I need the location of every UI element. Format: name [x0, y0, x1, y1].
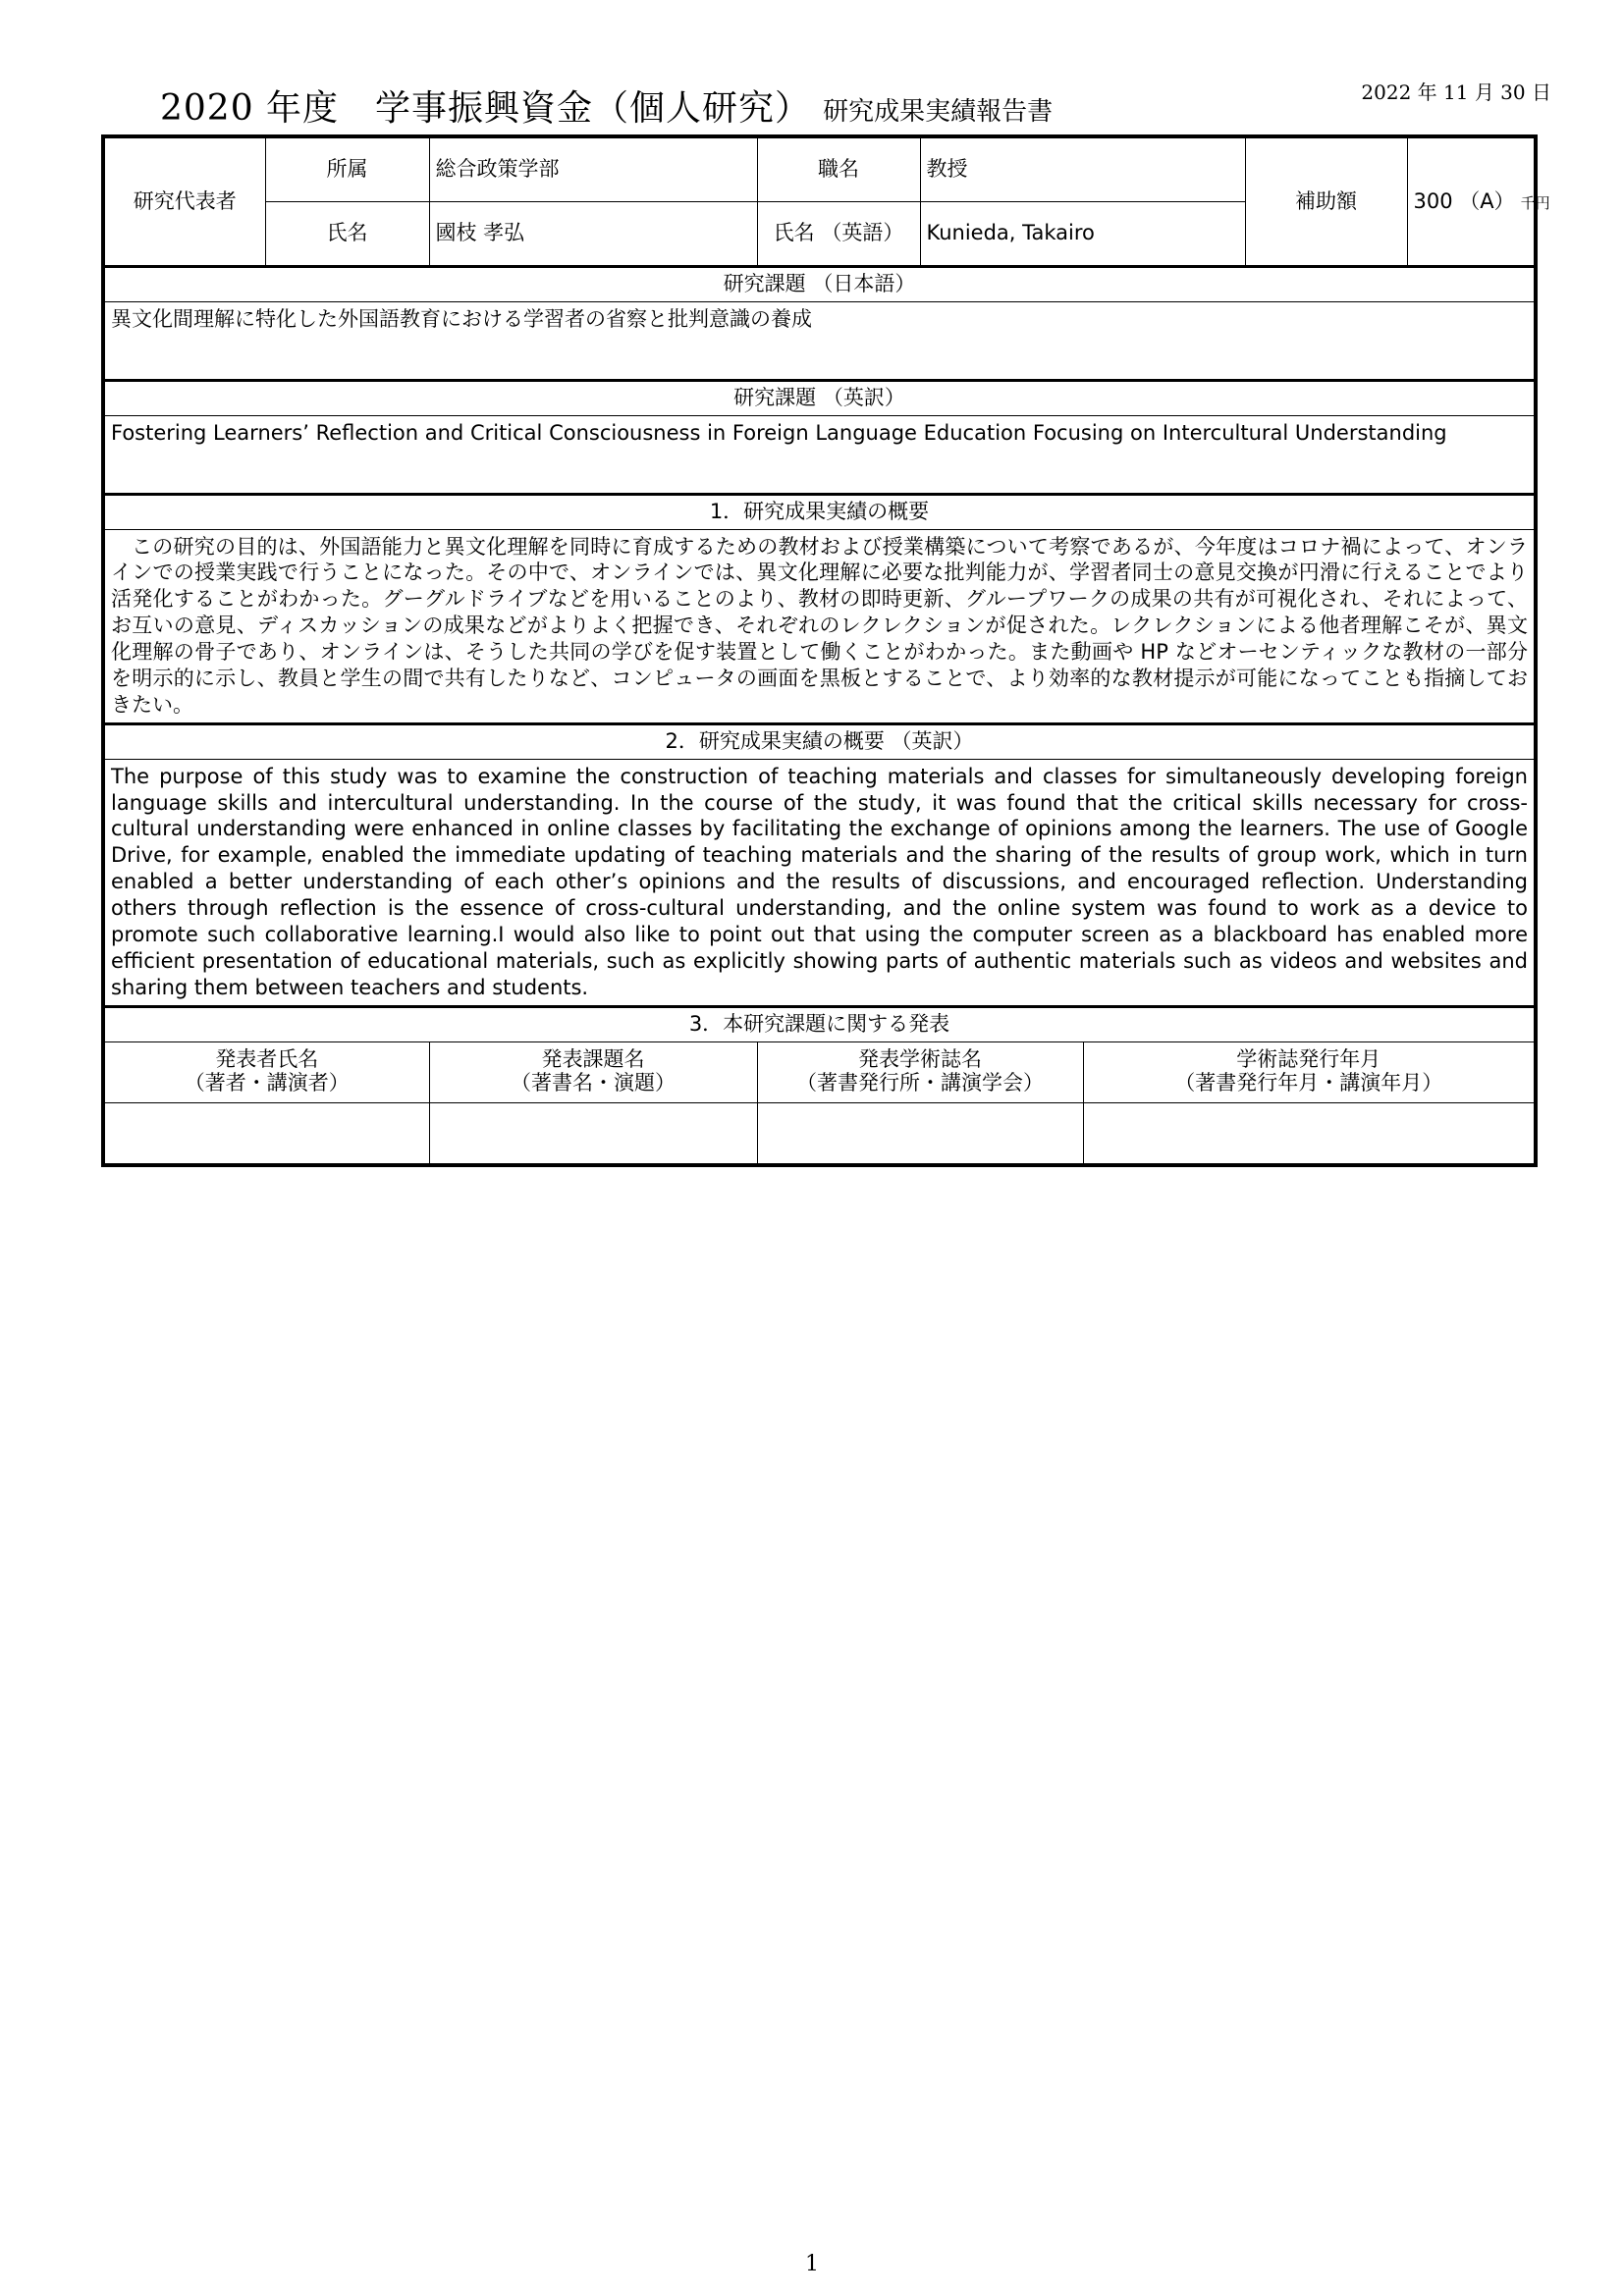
affiliation-value: 総合政策学部: [429, 136, 757, 201]
col-journal-line2: （著書発行所・講演学会）: [796, 1071, 1044, 1095]
col-date-line1: 学術誌発行年月: [1236, 1047, 1381, 1072]
topic-jp-text: 異文化間理解に特化した外国語教育における学習者の省察と批判意識の養成: [103, 301, 1536, 380]
presentation-journal-cell: [757, 1102, 1083, 1165]
name-en-label: 氏名 （英語）: [757, 201, 920, 266]
presentations-col-journal: [757, 1041, 1083, 1102]
col-presenter-line2: （著者・講演者）: [184, 1071, 350, 1095]
presentation-presenter-cell: [103, 1102, 429, 1165]
presentation-row: [103, 1102, 1536, 1165]
presentation-date-cell: [1083, 1102, 1536, 1165]
topic-en-text: Fostering Learners’ Reflection and Critical Consciousness in Foreign Language Education Focusing on Intercultural Understanding: [103, 415, 1536, 494]
position-value: 教授: [920, 136, 1245, 201]
summary-en-text: The purpose of this study was to examine the construction of teaching materials and classes for simultaneously developing foreign language skills and intercultural understanding. In the course of the study, it was found that the critical skills necessary for cross-cultural understanding were enhanced in online classes by facilitating the exchange of opinions among the learners. The use of Google Drive, for example, enabled the immediate updating of teaching materials and the sharing of the results of group work, which in turn enabled a better understanding of each other’s opinions and the results of discussions, and encouraged reflection. Understanding others through reflection is the essence of cross-cultural understanding, and the online system was found to work as a device to promote such collaborative learning.I would also like to point out that using the computer screen as a blackboard has enabled more efficient presentation of educational materials, such as explicitly showing parts of authentic materials such as videos and websites and sharing them between teachers and students.: [103, 759, 1536, 1006]
document-title: [160, 80, 1289, 131]
summary-jp-heading: 1．研究成果実績の概要: [103, 494, 1536, 529]
affiliation-label: 所属: [265, 136, 429, 201]
grant-amount: [1407, 136, 1550, 266]
summary-jp-text: この研究の目的は、外国語能力と異文化理解を同時に育成するための教材および授業構築について考察であるが、今年度はコロナ禍によって、オンラインでの授業実践で行うことになった。その中で、オンラインでは、異文化理解に必要な批判能力が、学習者同士の意見交換が円滑に行えることでより活発化することがわかった。グーグルドライブなどを用いることのより、教材の即時更新、グループワークの成果の共有が可視化され、それによって、お互いの意見、ディスカッションの成果などがよりよく把握でき、それぞれのレクレクションが促された。レクレクションによる他者理解こそが、異文化理解の骨子であり、オンラインは、そうした共同の学びを促す装置として働くことがわかった。また動画や HP などオーセンティックな教材の一部分を明示的に示し、教員と学生の間で共有したりなど、コンピュータの画面を黒板とすることで、より効率的な教材提示が可能になってことも指摘しておきたい。: [103, 529, 1536, 723]
topic-jp-heading: 研究課題 （日本語）: [103, 266, 1536, 301]
page-number: 1: [805, 2252, 819, 2276]
col-date-line2: （著書発行年月・講演年月）: [1174, 1071, 1443, 1095]
topic-en-heading: 研究課題 （英訳）: [103, 380, 1536, 415]
grant-label: 補助額: [1245, 136, 1407, 266]
col-journal-line1: 発表学術誌名: [858, 1047, 982, 1072]
summary-en-heading: 2．研究成果実績の概要 （英訳）: [103, 723, 1536, 759]
presentations-col-date: [1083, 1041, 1536, 1102]
presentations-heading: 3．本研究課題に関する発表: [103, 1006, 1536, 1041]
name-value: 國枝 孝弘: [429, 201, 757, 266]
presentations-col-presenter: [103, 1041, 429, 1102]
col-title-line2: （著書名・演題）: [511, 1071, 676, 1095]
report-date: 2022 年 11 月 30 日: [1361, 80, 1551, 104]
grant-unit: 千円: [1520, 193, 1550, 212]
title-main: 2020 年度 学事振興資金（個人研究）: [160, 88, 812, 129]
report-form: [101, 134, 1550, 1167]
col-presenter-line1: 発表者氏名: [215, 1047, 319, 1072]
grant-value: 300 （A）: [1413, 188, 1515, 213]
name-en-value: Kunieda, Takairo: [920, 201, 1245, 266]
name-label: 氏名: [265, 201, 429, 266]
title-sub: 研究成果実績報告書: [823, 97, 1054, 127]
representative-label: 研究代表者: [103, 136, 265, 266]
presentation-title-cell: [429, 1102, 757, 1165]
presentations-col-title: [429, 1041, 757, 1102]
position-label: 職名: [757, 136, 920, 201]
col-title-line1: 発表課題名: [541, 1047, 645, 1072]
